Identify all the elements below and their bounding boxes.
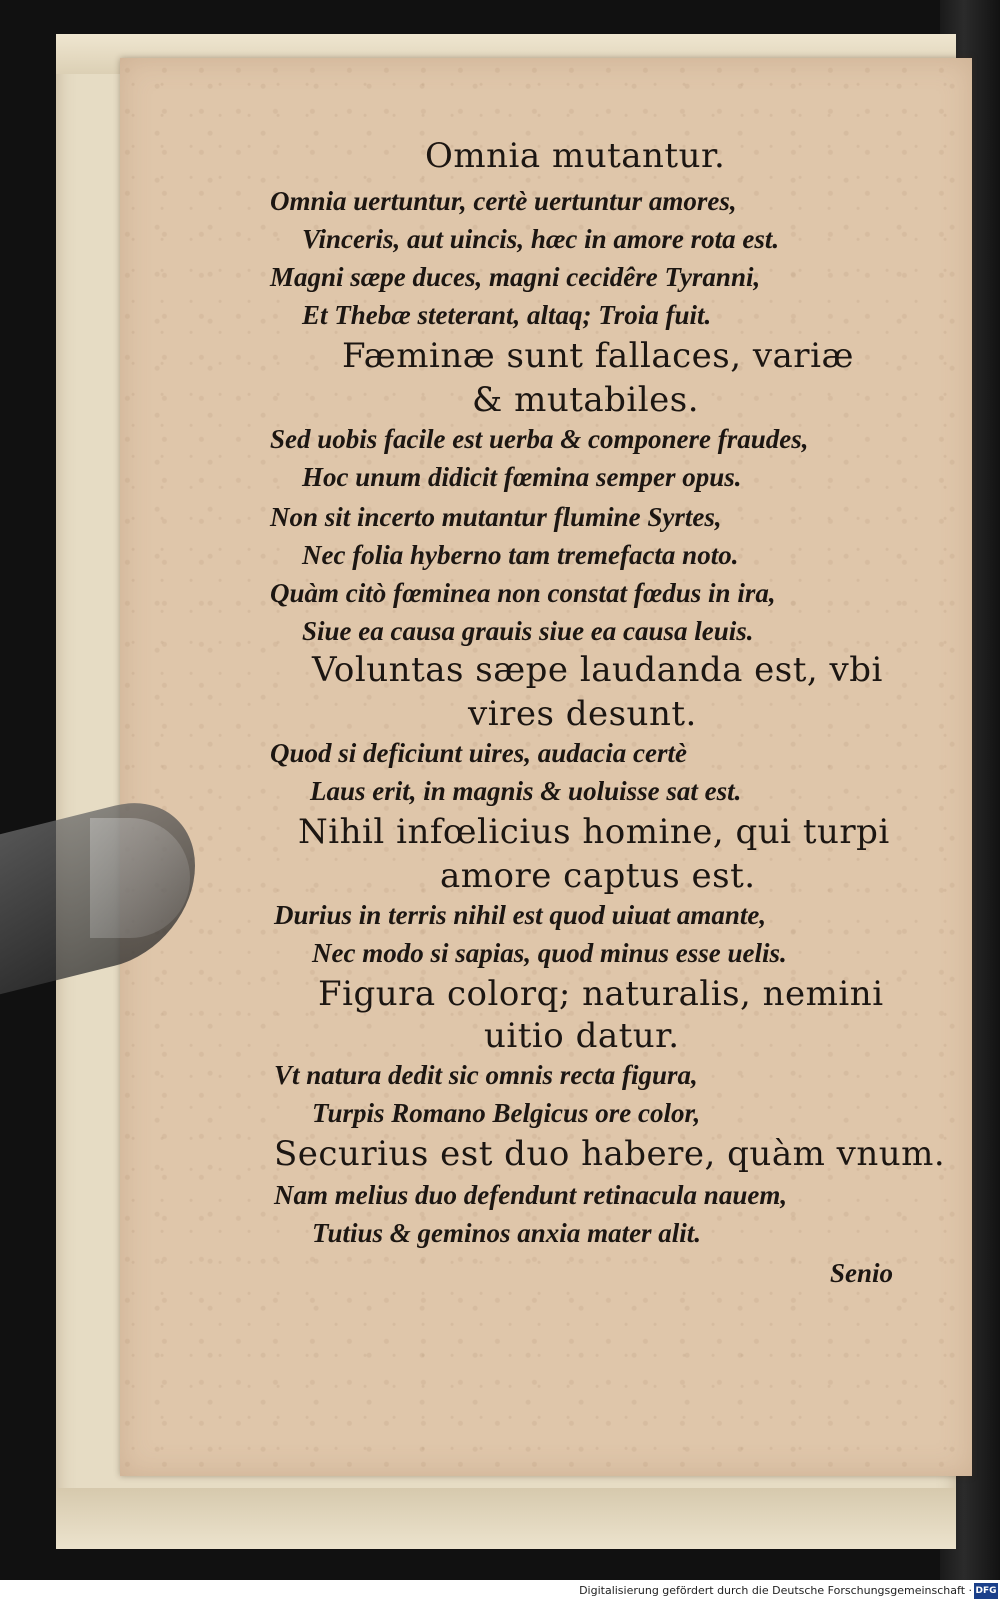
verse-line: Durius in terris nihil est quod uiuat amante, [274, 900, 767, 930]
verse-line: Vinceris, aut uincis, hæc in amore rota est. [302, 224, 780, 254]
verse-line: Nam melius duo defendunt retinacula nauem, [274, 1180, 788, 1210]
verse-line: Non sit incerto mutantur flumine Syrtes, [270, 502, 722, 532]
verse-line: Quàm citò fœminea non constat fœdus in ira, [270, 578, 776, 608]
heading-line: Figura colorq; naturalis, nemini [318, 974, 884, 1014]
verse-line: Hoc unum didicit fœmina semper opus. [302, 462, 742, 492]
heading-line: amore captus est. [440, 856, 756, 896]
verse-line: Nec modo si sapias, quod minus esse uelis. [312, 938, 787, 968]
footer-credit: Digitalisierung gefördert durch die Deutsche Forschungsgemeinschaft · [579, 1584, 972, 1597]
verse-line: Sed uobis facile est uerba & componere fraudes, [270, 424, 809, 454]
verse-line: Turpis Romano Belgicus ore color, [312, 1098, 701, 1128]
heading-line: Fæminæ sunt fallaces, variæ [342, 336, 854, 376]
verse-line: Magni sæpe duces, magni cecidêre Tyranni, [270, 262, 761, 292]
verse-line: Quod si deficiunt uires, audacia certè [270, 738, 687, 768]
heading-line: vires desunt. [468, 694, 697, 734]
catchword: Senio [830, 1258, 894, 1288]
verse-line: Vt natura dedit sic omnis recta figura, [274, 1060, 698, 1090]
dfg-logo: DFG [974, 1583, 998, 1599]
verse-line: Tutius & geminos anxia mater alit. [312, 1218, 702, 1248]
heading-line: Voluntas sæpe laudanda est, vbi [312, 650, 883, 690]
verse-line: Laus erit, in magnis & uoluisse sat est. [310, 776, 742, 806]
heading-line: uitio datur. [484, 1016, 680, 1056]
verse-line: Nec folia hyberno tam tremefacta noto. [302, 540, 739, 570]
verse-line: Omnia uertuntur, certè uertuntur amores, [270, 186, 737, 216]
heading-line: Nihil infœlicius homine, qui turpi [298, 812, 890, 852]
heading-line: Omnia mutantur. [425, 136, 726, 176]
heading-line: & mutabiles. [472, 380, 700, 420]
heading-line: Securius est duo habere, quàm vnum. [274, 1134, 946, 1174]
verse-line: Et Thebæ steterant, altaq; Troia fuit. [302, 300, 712, 330]
verse-line: Siue ea causa grauis siue ea causa leuis. [302, 616, 754, 646]
